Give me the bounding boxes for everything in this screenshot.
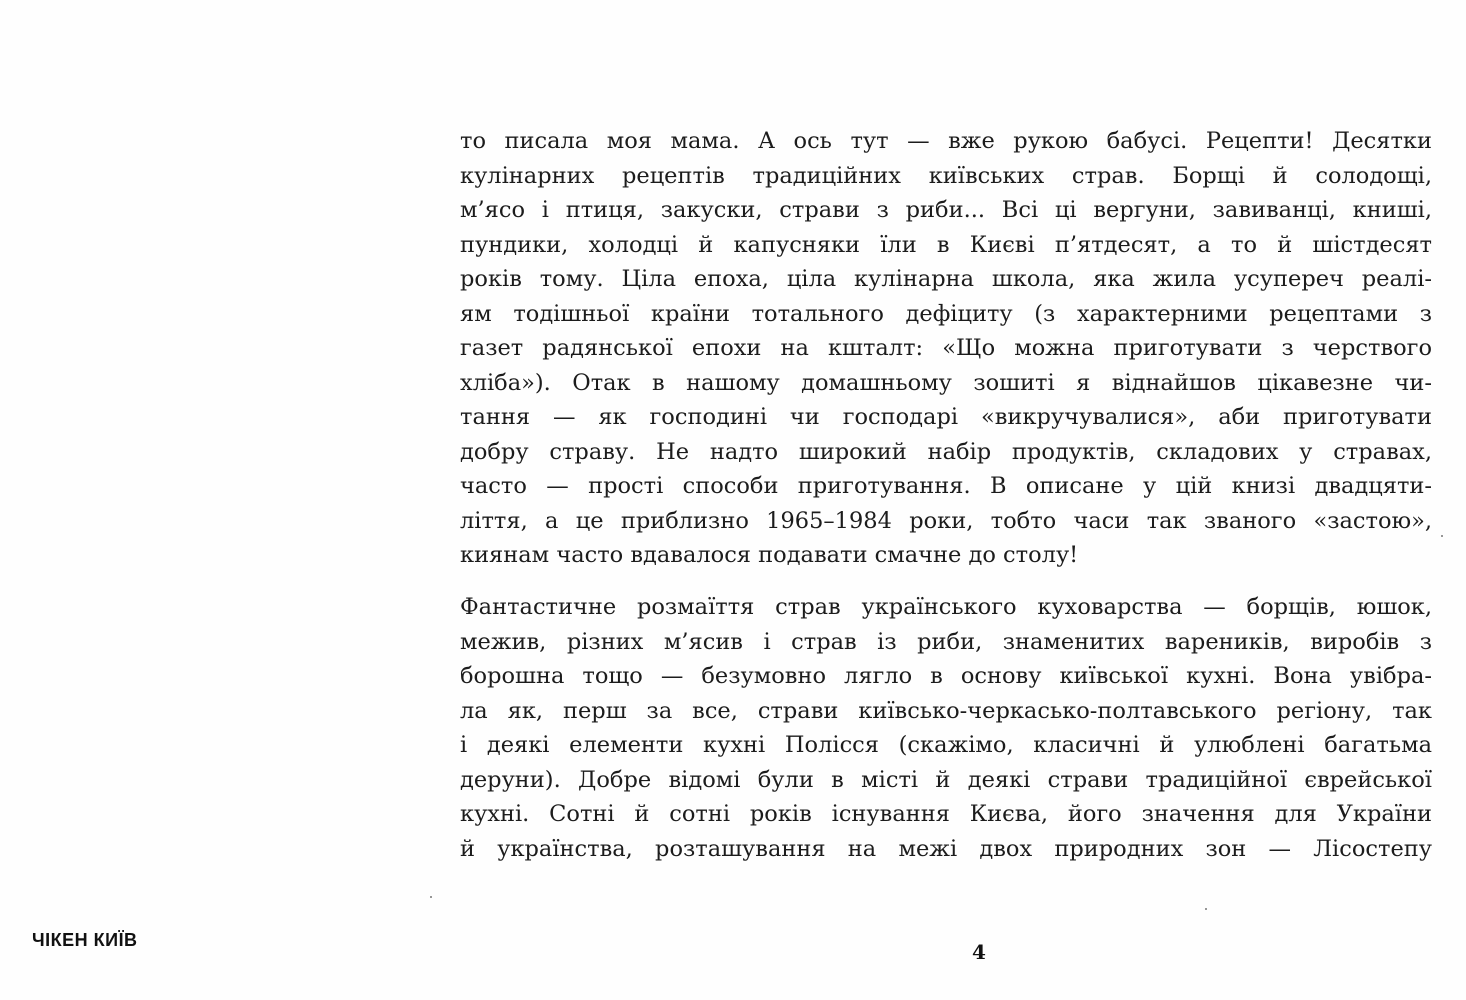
text-line: ліття, а це приблизно 1965–1984 роки, тобто часи так званого «застою», <box>460 507 1432 534</box>
text-line: то писала моя мама. А ось тут — вже рукою бабусі. Рецепти! Десятки <box>460 128 1432 154</box>
text-line: і деякі елементи кухні Полісся (скажімо, класичні й улюблені багатьма <box>460 732 1432 758</box>
text-line: тання — як господині чи господарі «викручувалися», аби приготувати <box>460 404 1432 430</box>
text-line: межив, різних м’ясив і страв із риби, знаменитих вареників, виробів з <box>460 628 1432 655</box>
text-line: Фантастичне розмаїття страв українського куховарства — борщів, юшок, <box>460 594 1432 620</box>
text-line: кулінарних рецептів традиційних київських страв. Борщі й солодощі, <box>460 162 1432 189</box>
text-line: деруни). Добре відомі були в місті й деякі страви традиційної єврейської <box>460 766 1432 793</box>
paragraph-2 <box>460 590 1432 866</box>
page-number: 4 <box>972 940 986 964</box>
text-line: хліба»). Отак в нашому домашньому зошиті я віднайшов цікавезне чи- <box>460 369 1432 396</box>
scan-speck <box>1205 908 1207 910</box>
text-line: ла як, перш за все, страви київсько-черкасько-полтавського регіону, так <box>460 697 1432 724</box>
text-line: м’ясо і птиця, закуски, страви з риби... Всі ці вергуни, завиванці, книші, <box>460 197 1432 223</box>
text-line: пундики, холодці й капусняки їли в Києві п’ятдесят, а то й шістдесят <box>460 231 1432 258</box>
text-line: кухні. Сотні й сотні років існування Києва, його значення для України <box>460 801 1432 827</box>
text-line: часто — прості способи приготування. В описане у цій книзі двадцяти- <box>460 473 1432 499</box>
text-line: борошна тощо — безумовно лягло в основу київської кухні. Вона увібра- <box>460 663 1432 689</box>
text-line: киянам часто вдавалося подавати смачне до столу! <box>460 542 1079 568</box>
text-line: ям тодішньої країни тотального дефіциту (з характерними рецептами з <box>460 300 1432 327</box>
text-line: газет радянської епохи на кшталт: «Що можна приготувати з черствого <box>460 335 1432 361</box>
text-line: й українства, розташування на межі двох природних зон — Лісостепу <box>460 835 1432 862</box>
scan-speck <box>1441 535 1443 537</box>
scan-speck <box>430 896 432 898</box>
text-line: років тому. Ціла епоха, ціла кулінарна школа, яка жила усупереч реалі- <box>460 266 1432 292</box>
running-footer-book-title: ЧІКЕН КИЇВ <box>32 930 138 950</box>
paragraph-1 <box>460 124 1432 573</box>
text-line: добру страву. Не надто широкий набір продуктів, складових у стравах, <box>460 438 1432 465</box>
